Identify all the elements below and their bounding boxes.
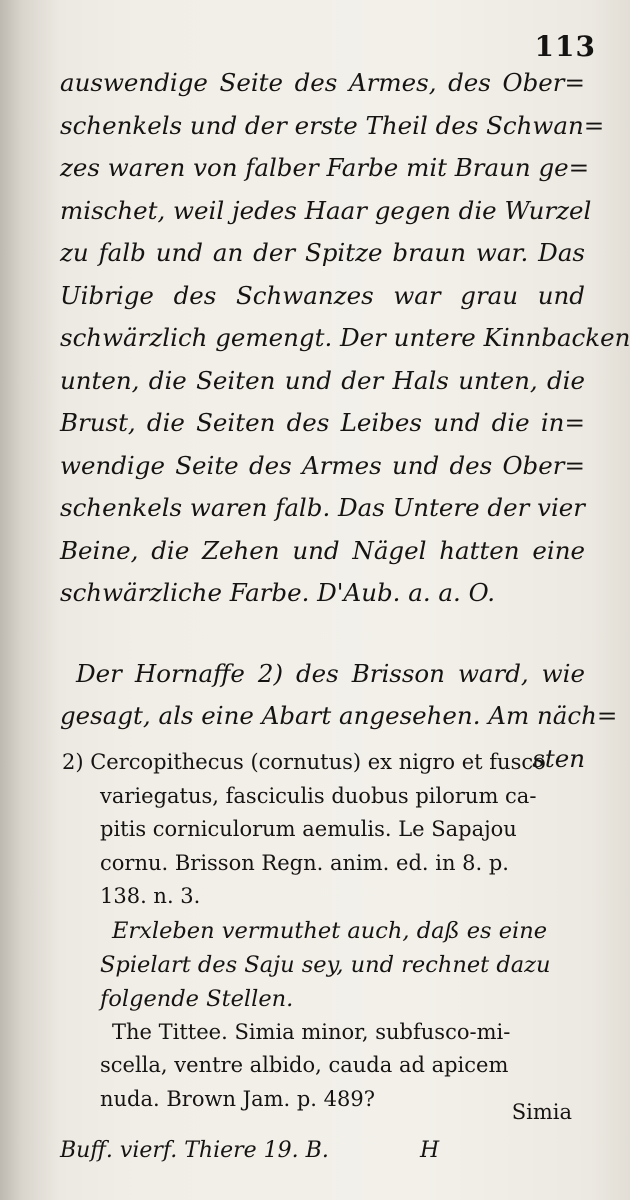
text-line: schenkels waren falb. Das Untere der vier (60, 493, 585, 522)
text-line: unten, die Seiten und der Hals unten, die (60, 365, 585, 395)
signature-text: Buff. vierf. Thiere 19. B. (60, 1138, 329, 1163)
footnote-line: scella, ventre albido, cauda ad apicem (100, 1053, 509, 1077)
text-line: Brust, die Seiten des Leibes und die in= (60, 408, 585, 437)
footnote-line: folgende Stellen. (100, 985, 294, 1012)
main-text (60, 62, 630, 780)
text-line: Beine, die Zehen und Nägel hatten eine (60, 535, 585, 565)
footnote-line: Spielart des Saju sey, und rechnet dazu (100, 951, 551, 978)
footnote-line: variegatus, fasciculis duobus pilorum ca- (100, 783, 537, 808)
page-number: 113 (534, 30, 596, 63)
text-line: Der Hornaffe 2) des Brisson ward, wie (76, 658, 585, 688)
text-line: gesagt, als eine Abart angesehen. Am näch= (60, 701, 618, 730)
text-line: schwärzlich gemengt. Der untere Kinnbacken (60, 323, 630, 352)
text-line: zu falb und an der Spitze braun war. Das (60, 238, 585, 267)
signature-line (60, 1138, 580, 1163)
text-line: zes waren von falber Farbe mit Braun ge= (60, 153, 590, 182)
text-line: schwärzliche Farbe. D'Aub. a. a. O. (60, 578, 496, 607)
text-line: Uibrige des Schwanzes war grau und (60, 280, 585, 310)
signature-mark: H (420, 1138, 440, 1163)
text-line: mischet, weil jedes Haar gegen die Wurzel (60, 195, 592, 225)
text-line: schenkels und der erste Theil des Schwan= (60, 110, 605, 140)
catchword: Simia (511, 1100, 572, 1124)
footnote (62, 746, 578, 1116)
text-line: wendige Seite des Armes und des Ober= (60, 450, 585, 480)
footnote-line: cornu. Brisson Regn. anim. ed. in 8. p. (100, 850, 509, 875)
text-line: sten (532, 743, 585, 773)
footnote-line: 2) Cercopithecus (cornutus) ex nigro et fusco (62, 750, 546, 774)
footnote-line: The Tittee. Simia minor, subfusco-mi- (112, 1019, 511, 1044)
text-line: auswendige Seite des Armes, des Ober= (60, 68, 585, 97)
footnote-line: pitis corniculorum aemulis. Le Sapajou (100, 817, 517, 841)
footnote-line: 138. n. 3. (100, 884, 201, 908)
footnote-line: nuda. Brown Jam. p. 489? (100, 1086, 375, 1111)
footnote-line: Erxleben vermuthet auch, daß es eine (112, 917, 548, 944)
